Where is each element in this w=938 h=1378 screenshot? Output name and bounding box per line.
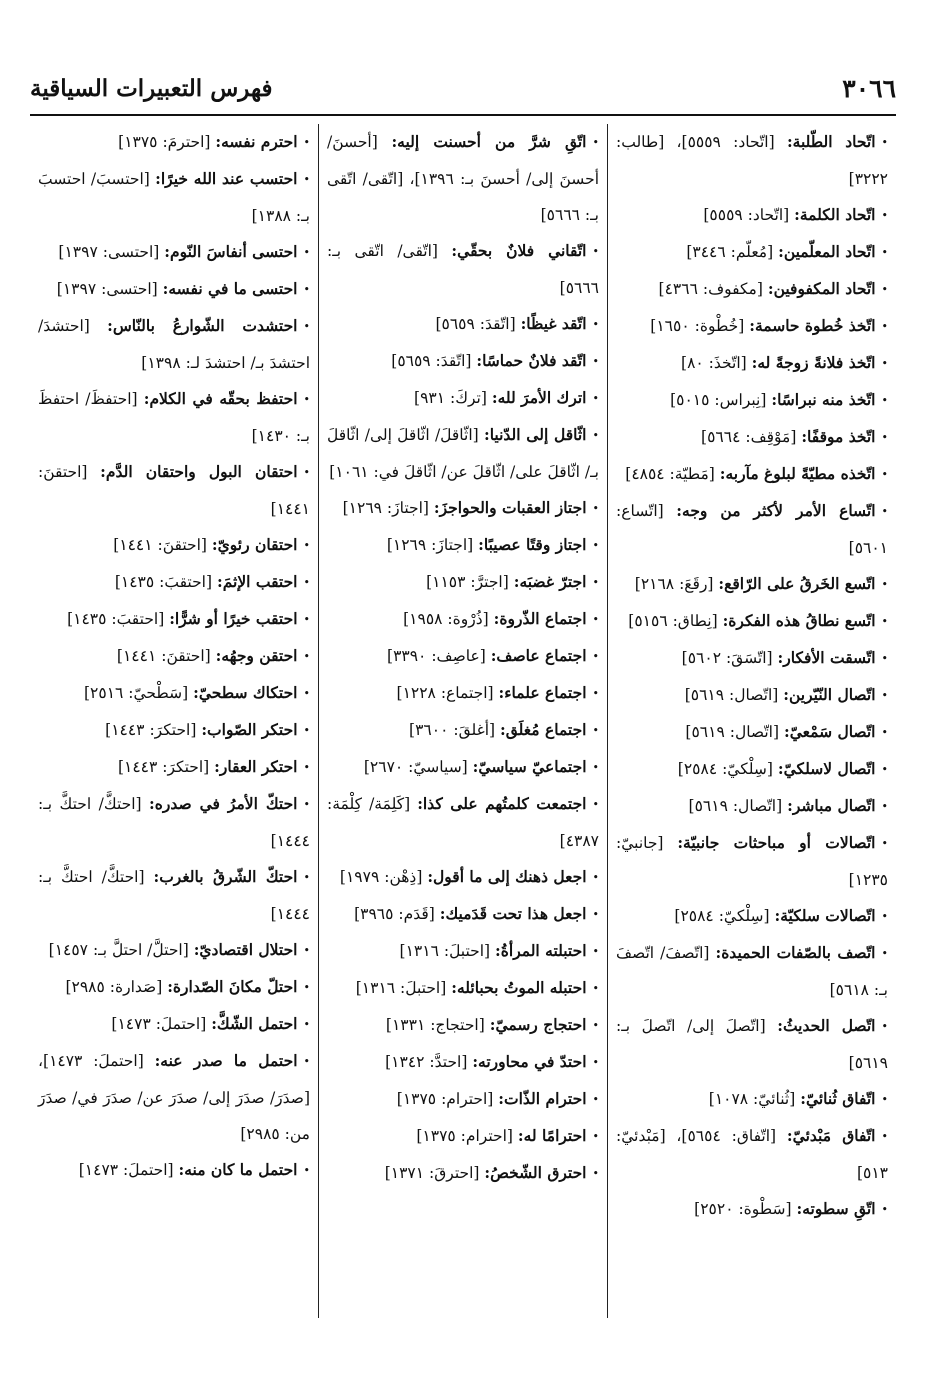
bullet-icon: • <box>592 761 599 774</box>
entry-reference: [احتكرَ: ١٤٤٣] <box>117 758 210 776</box>
entry-reference: [سَطْحيّ: ٢٥١٦] <box>83 684 189 702</box>
index-entry <box>327 233 599 306</box>
entry-reference: [احتكَّ/ احتكَّ بـ: ١٤٤٤] <box>38 868 310 923</box>
bullet-icon: • <box>592 613 599 626</box>
entry-term: اتّقِ سطوته: <box>796 1199 876 1218</box>
entry-reference: [احتقنَ: ١٤٤١] <box>116 647 211 665</box>
index-entry <box>327 675 599 712</box>
entry-reference: [احتفظَ/ احتفظَ بـ: ١٤٣٠] <box>38 390 310 445</box>
entry-reference: [كَلِمَة/ كِلْمَة: ٤٣٨٧] <box>327 795 599 850</box>
entry-term: احتلّ مكانَ الصّدارة: <box>167 977 298 996</box>
bullet-icon: • <box>881 763 888 776</box>
index-entry <box>327 380 599 417</box>
entry-reference: [احتبلَ: ١٣١٦] <box>399 942 491 960</box>
entry-term: اتّقد غيظًا: <box>520 314 587 333</box>
entry-term: احتقب خيرًا أو شرًّا: <box>169 609 298 628</box>
bullet-icon: • <box>592 1056 599 1069</box>
bullet-icon: • <box>592 687 599 700</box>
bullet-icon: • <box>592 1019 599 1032</box>
index-entry <box>616 714 888 751</box>
index-column-middle <box>319 124 608 1318</box>
entry-reference: [احتقبَ: ١٤٣٥] <box>67 610 165 628</box>
entry-reference: [مَطيّة: ٤٨٥٤] <box>625 465 715 483</box>
entry-term: اجتمعت كلمتُهم على كذا: <box>417 794 587 813</box>
index-entry <box>327 1118 599 1155</box>
entry-term: احتكر العقار: <box>214 757 298 776</box>
bullet-icon: • <box>881 394 888 407</box>
entry-reference: [احتقنَ: ١٤٤١] <box>38 463 310 518</box>
entry-term: احترام الذّات: <box>498 1089 587 1108</box>
entry-reference: [اتّحاد: ٥٥٥٩]، [طالب: ٣٢٢٢] <box>616 133 888 188</box>
bullet-icon: • <box>592 539 599 552</box>
entry-reference: [احتقنَ: ١٤٤١] <box>113 536 207 554</box>
entry-term: اتّحاد الكلمة: <box>794 205 876 224</box>
index-entry <box>38 564 310 601</box>
bullet-icon: • <box>592 908 599 921</box>
index-entry <box>327 970 599 1007</box>
index-entry <box>38 271 310 308</box>
entry-term: احتقن وجهُه: <box>215 646 298 665</box>
index-entry <box>38 308 310 381</box>
bullet-icon: • <box>303 687 310 700</box>
bullet-icon: • <box>881 726 888 739</box>
index-entry <box>38 859 310 932</box>
index-entry <box>327 896 599 933</box>
bullet-icon: • <box>881 1020 888 1033</box>
entry-reference: [خُطْوة: ١٦٥٠] <box>650 317 745 335</box>
index-entry <box>327 933 599 970</box>
index-entry <box>616 382 888 419</box>
entry-term: اتّصال مباشر: <box>787 796 876 815</box>
bullet-icon: • <box>303 650 310 663</box>
entry-term: احتبلته المرأةُ: <box>495 941 587 960</box>
entry-reference: [اتّخذَ: ٨٠] <box>681 354 747 372</box>
running-title: فهرس التعبيرات السياقية <box>30 74 273 102</box>
bullet-icon: • <box>303 576 310 589</box>
index-entry <box>38 161 310 234</box>
entry-reference: [احترمَ: ١٣٧٥] <box>118 133 211 151</box>
entry-reference: [احتملَ: ١٤٧٣]، [صدَرَ/ صدَرَ إلى/ صدَرَ عن/ صدَرَ في/ صدَرَ من: ٢٩٨٥] <box>38 1052 310 1143</box>
index-entry <box>38 454 310 527</box>
index-entry <box>616 345 888 382</box>
entry-term: احتكّ الشّرقُ بالغرب: <box>153 867 298 886</box>
bullet-icon: • <box>592 1093 599 1106</box>
bullet-icon: • <box>303 724 310 737</box>
bullet-icon: • <box>881 1130 888 1143</box>
index-entry <box>327 1081 599 1118</box>
index-column-right <box>608 124 896 1318</box>
entry-reference: [احتلَّ/ احتلَّ بـ: ١٤٥٧] <box>48 941 189 959</box>
entry-reference: [قَدَم: ٣٩٦٥] <box>354 905 435 923</box>
index-entry <box>616 935 888 1008</box>
entry-term: احتجاج رسميّ: <box>489 1015 587 1034</box>
bullet-icon: • <box>592 355 599 368</box>
bullet-icon: • <box>592 136 599 149</box>
entry-term: اتّخذ منه نبراسًا: <box>771 390 876 409</box>
entry-term: اجتماعيّ سياسيّ: <box>472 757 587 776</box>
index-entry <box>38 1006 310 1043</box>
index-entry <box>616 419 888 456</box>
entry-reference: [أغلقَ: ٣٦٠٠] <box>409 721 496 739</box>
bullet-icon: • <box>592 245 599 258</box>
entry-term: اتّساع الأمر لأكثر من وجه: <box>676 501 876 520</box>
entry-term: اتّصالات سلكيّة: <box>774 906 876 925</box>
entry-reference: [سِلْكيّ: ٢٥٨٤] <box>677 760 773 778</box>
bullet-icon: • <box>881 652 888 665</box>
entry-reference: [احتملَ: ١٤٧٣] <box>78 1161 174 1179</box>
bullet-icon: • <box>303 1018 310 1031</box>
bullet-icon: • <box>592 798 599 811</box>
entry-reference: [احتدَّ: ١٣٤٢] <box>385 1053 468 1071</box>
index-entry <box>327 1155 599 1192</box>
index-entry <box>616 1118 888 1191</box>
entry-term: اتّقاني فلانٌ بحقّي: <box>451 241 587 260</box>
entry-term: اجعل هذا تحت قَدَميك: <box>439 904 587 923</box>
entry-term: احتسب عند الله خيرًا: <box>155 169 298 188</box>
index-column-left <box>30 124 319 1318</box>
entry-term: اتّخذه مطيّةً لبلوغ مآربه: <box>719 464 876 483</box>
index-entry <box>327 1007 599 1044</box>
index-entry <box>616 308 888 345</box>
entry-reference: [سِلْكيّ: ٢٥٨٤] <box>674 907 770 925</box>
index-entry <box>38 234 310 271</box>
entry-term: احترامًا له: <box>517 1126 587 1145</box>
entry-term: احتمل الشّكَّ: <box>211 1014 298 1033</box>
page-number: ٣٠٦٦ <box>842 73 896 103</box>
index-entry <box>616 1008 888 1081</box>
entry-term: اجتاز وقتًا عصيبًا: <box>478 535 587 554</box>
index-entry <box>38 712 310 749</box>
entry-term: اتّحاد المعلّمين: <box>778 242 876 261</box>
entry-reference: [احتبلَ: ١٣١٦] <box>355 979 447 997</box>
entry-term: اجترّ غضبَه: <box>513 572 587 591</box>
index-entry <box>327 527 599 564</box>
index-entry <box>616 751 888 788</box>
entry-reference: [احتقبَ: ١٤٣٥] <box>114 573 213 591</box>
header-rule <box>30 114 896 116</box>
entry-term: احتشدت الشّوارعُ بالنّاس: <box>107 316 298 335</box>
entry-reference: [نِبراس: ٥٠١٥] <box>670 391 767 409</box>
index-entry <box>616 234 888 271</box>
bullet-icon: • <box>881 1093 888 1106</box>
index-entry <box>616 456 888 493</box>
entry-reference: [احتملَ: ١٤٧٣] <box>111 1015 207 1033</box>
index-entry <box>327 601 599 638</box>
entry-reference: [احتكرَ: ١٤٤٣] <box>105 721 197 739</box>
entry-term: اتّحاد الطّلبة: <box>786 132 876 151</box>
bullet-icon: • <box>881 689 888 702</box>
bullet-icon: • <box>303 798 310 811</box>
entry-term: اتّحاد المكفوفين: <box>767 279 876 298</box>
bullet-icon: • <box>592 982 599 995</box>
entry-term: احتكّ الأمرُ في صدره: <box>149 794 298 813</box>
bullet-icon: • <box>881 209 888 222</box>
entry-reference: [مكفوف: ٤٣٦٦] <box>658 280 763 298</box>
index-entry <box>38 1152 310 1189</box>
entry-reference: [صَدارة: ٢٩٨٥] <box>65 978 163 996</box>
index-entry <box>616 825 888 898</box>
entry-term: اتّسع الخَرقُ على الرّاقع: <box>718 574 876 593</box>
bullet-icon: • <box>303 761 310 774</box>
entry-reference: [اتّصال: ٥٦١٩] <box>685 723 780 741</box>
index-entry <box>38 675 310 712</box>
entry-term: اتّصف بالصّفات الحميدة: <box>715 943 876 962</box>
bullet-icon: • <box>881 615 888 628</box>
index-entry <box>38 124 310 161</box>
entry-reference: [اتّقدَ: ٥٦٥٩] <box>391 352 472 370</box>
bullet-icon: • <box>303 320 310 333</box>
entry-term: اتّفاق مَبْدئيّ: <box>786 1126 876 1145</box>
entry-reference: [اتّقدَ: ٥٦٥٩] <box>435 315 516 333</box>
bullet-icon: • <box>303 539 310 552</box>
bullet-icon: • <box>592 945 599 958</box>
entry-term: اتّخذ موقفًا: <box>801 427 876 446</box>
index-entry <box>616 1081 888 1118</box>
entry-reference: [احتسى: ١٣٩٧] <box>58 243 160 261</box>
index-entry <box>327 786 599 859</box>
entry-term: احتكر الصّواب: <box>201 720 298 739</box>
index-entry <box>327 343 599 380</box>
bullet-icon: • <box>592 871 599 884</box>
index-entry <box>616 640 888 677</box>
entry-reference: [احتسبَ/ احتسبَ بـ: ١٣٨٨] <box>38 170 310 225</box>
bullet-icon: • <box>303 136 310 149</box>
bullet-icon: • <box>592 429 599 442</box>
entry-term: اتّصال سَمْعيّ: <box>783 722 876 741</box>
index-entry <box>616 566 888 603</box>
index-entry <box>38 786 310 859</box>
bullet-icon: • <box>303 1055 310 1068</box>
bullet-icon: • <box>592 1130 599 1143</box>
entry-reference: [اتّصال: ٥٦١٩] <box>684 686 779 704</box>
bullet-icon: • <box>881 246 888 259</box>
bullet-icon: • <box>881 910 888 923</box>
entry-term: اجتماع الذّروة: <box>493 609 587 628</box>
index-entry <box>327 749 599 786</box>
entry-term: احترق الشّخصُ: <box>484 1163 587 1182</box>
entry-term: اجتماع مُغلَق: <box>500 720 587 739</box>
index-entry <box>616 898 888 935</box>
index-entry <box>38 601 310 638</box>
entry-reference: [نِطاق: ٥١٥٦] <box>628 612 718 630</box>
index-entry <box>327 564 599 601</box>
entry-term: احتكاك سطحيّ: <box>193 683 298 702</box>
bullet-icon: • <box>303 466 311 479</box>
entry-reference: [سياسيّ: ٢٦٧٠] <box>363 758 468 776</box>
index-entry <box>38 638 310 675</box>
index-entry <box>38 527 310 564</box>
entry-reference: [احتجاج: ١٣٣١] <box>385 1016 485 1034</box>
entry-term: اثّاقل إلى الدّنيا: <box>483 425 587 444</box>
bullet-icon: • <box>881 947 888 960</box>
entry-term: اتّخذ فلانةً زوجةً له: <box>751 353 876 372</box>
index-entry <box>616 271 888 308</box>
index-entry <box>38 381 310 454</box>
bullet-icon: • <box>303 613 310 626</box>
index-entry <box>327 712 599 749</box>
entry-term: احتمل ما كان منه: <box>178 1160 298 1179</box>
entry-term: اجعل ذهنك إلى ما أقول: <box>427 867 587 886</box>
bullet-icon: • <box>881 136 888 149</box>
index-entry <box>327 306 599 343</box>
entry-reference: [اجتازَ: ١٢٦٩] <box>386 536 474 554</box>
entry-term: اتّقد فلانٌ حماسًا: <box>476 351 587 370</box>
bullet-icon: • <box>303 944 310 957</box>
entry-term: احتقان البول واحتقان الدَّم: <box>100 462 298 481</box>
entry-term: اتّصال لاسلكيّ: <box>777 759 876 778</box>
entry-reference: [أحسنَ/ أحسنَ إلى/ أحسنَ بـ: ١٣٩٦]، [اتّقى/ اتّقى بـ: ٥٦٦٦] <box>327 133 600 224</box>
entry-term: اجتماع عاصف: <box>490 646 587 665</box>
bullet-icon: • <box>881 320 888 333</box>
entry-term: احتقب الإثمَ: <box>216 572 298 591</box>
entry-reference: [مُعلّم: ٣٤٤٦] <box>686 243 774 261</box>
entry-term: احتقان رئويّ: <box>211 535 298 554</box>
index-entry <box>38 749 310 786</box>
index-entry <box>38 932 310 969</box>
entry-term: اجتماع علماء: <box>498 683 587 702</box>
bullet-icon: • <box>592 724 599 737</box>
entry-term: اتّصالات أو مباحثات جانبيّة: <box>677 833 876 852</box>
entry-reference: [اجتازَ: ١٢٦٩] <box>342 499 429 517</box>
index-entry <box>616 197 888 234</box>
bullet-icon: • <box>303 393 310 406</box>
index-entry <box>327 490 599 527</box>
entry-reference: [اتّصال: ٥٦١٩] <box>688 797 783 815</box>
entry-reference: [جانبيّ: ١٢٣٥] <box>616 834 888 889</box>
bullet-icon: • <box>881 357 888 370</box>
entry-term: اترك الأمرَ لله: <box>491 388 587 407</box>
bullet-icon: • <box>881 283 888 296</box>
entry-term: اتّصل الحديثُ: <box>777 1016 876 1035</box>
index-entry <box>616 124 888 197</box>
index-entry <box>327 1044 599 1081</box>
entry-reference: [اتّسَقَ: ٥٦٠٢] <box>681 649 773 667</box>
index-entry <box>327 859 599 896</box>
entry-reference: [ذِهْن: ١٩٧٩] <box>339 868 423 886</box>
entry-reference: [اثّاقلَ/ اثّاقلَ إلى/ اثّاقلَ بـ/ اثّاقلَ على/ اثّاقلَ عن/ اثّاقلَ في: ١٠٦١] <box>327 426 599 481</box>
entry-term: احتسى ما في نفسه: <box>162 279 298 298</box>
entry-reference: [اتّصفَ/ اتّصفَ بـ: ٥٦١٨] <box>616 944 888 999</box>
index-entry <box>616 677 888 714</box>
entry-reference: [احترام: ١٣٧٥] <box>396 1090 494 1108</box>
page-header <box>30 62 896 114</box>
bullet-icon: • <box>303 173 310 186</box>
bullet-icon: • <box>881 1203 888 1216</box>
index-entry <box>616 603 888 640</box>
entry-term: احتدّ في محاورته: <box>472 1052 587 1071</box>
bullet-icon: • <box>881 468 888 481</box>
bullet-icon: • <box>881 578 888 591</box>
bullet-icon: • <box>592 576 599 589</box>
bullet-icon: • <box>881 505 888 518</box>
entry-reference: [اتّقى/ اتّقى بـ: ٥٦٦٦] <box>327 242 599 297</box>
entry-reference: [اتّصلَ إلى/ اتّصلَ بـ: ٥٦١٩] <box>616 1017 888 1072</box>
entry-term: احترم نفسه: <box>215 132 298 151</box>
entry-term: اتّقِ شرَّ من أحسنت إليه: <box>391 132 587 151</box>
entry-term: اتّفاق ثُنائيّ: <box>800 1089 876 1108</box>
bullet-icon: • <box>881 800 888 813</box>
entry-reference: [اتّحاد: ٥٥٥٩] <box>703 206 790 224</box>
index-entry <box>327 124 599 233</box>
index-columns <box>30 124 896 1318</box>
entry-reference: [سَطْوة: ٢٥٢٠] <box>694 1200 792 1218</box>
entry-reference: [احتكَّ/ احتكَّ بـ: ١٤٤٤] <box>38 795 310 850</box>
entry-term: اجتاز العقبات والحواجزَ: <box>433 498 587 517</box>
entry-reference: [ثُنائيّ: ١٠٧٨] <box>708 1090 796 1108</box>
entry-reference: [اجترَّ: ١١٥٣] <box>426 573 509 591</box>
index-entry <box>616 493 888 566</box>
bullet-icon: • <box>881 431 888 444</box>
entry-reference: [ذُرْوة: ١٩٥٨] <box>403 610 489 628</box>
bullet-icon: • <box>592 650 599 663</box>
entry-reference: [اتّساع: ٥٦٠١] <box>616 502 888 557</box>
entry-term: احتسى أنفاسَ النّوم: <box>164 242 298 261</box>
entry-reference: [احتشدَ/ احتشدَ بـ/ احتشدَ لـ: ١٣٩٨] <box>38 317 310 372</box>
entry-reference: [اتّفاق: ٥٦٥٤]، [مَبْدئيّ: ٥١٣] <box>616 1127 888 1182</box>
bullet-icon: • <box>303 871 310 884</box>
entry-term: اتّخذ خُطوة حاسمة: <box>749 316 876 335</box>
entry-term: اتّسع نطاقُ هذه الفكرة: <box>722 611 876 630</box>
entry-reference: [اجتماع: ١٢٢٨] <box>396 684 494 702</box>
entry-term: اتّسقت الأفكار: <box>777 648 876 667</box>
bullet-icon: • <box>303 283 310 296</box>
entry-term: احتبله الموتُ بحبائله: <box>451 978 587 997</box>
bullet-icon: • <box>592 392 599 405</box>
entry-reference: [تركَ: ٩٣١] <box>414 389 487 407</box>
index-entry <box>38 1043 310 1152</box>
entry-reference: [احترام: ١٣٧٥] <box>416 1127 513 1145</box>
bullet-icon: • <box>592 318 599 331</box>
entry-term: احتلال اقتصاديّ: <box>193 940 298 959</box>
index-entry <box>327 638 599 675</box>
bullet-icon: • <box>592 502 599 515</box>
entry-reference: [احترقَ: ١٣٧١] <box>384 1164 480 1182</box>
index-entry <box>616 1191 888 1228</box>
entry-term: اتّصال النّيّرين: <box>783 685 876 704</box>
entry-reference: [احتسى: ١٣٩٧] <box>56 280 158 298</box>
bullet-icon: • <box>881 837 888 850</box>
bullet-icon: • <box>303 1164 310 1177</box>
bullet-icon: • <box>303 981 310 994</box>
bullet-icon: • <box>303 246 310 259</box>
entry-reference: [عاصِف: ٣٣٩٠] <box>387 647 486 665</box>
entry-term: احتفظ بحقّه في الكلام: <box>143 389 298 408</box>
entry-reference: [رقَعَ: ٢١٦٨] <box>634 575 714 593</box>
index-entry <box>38 969 310 1006</box>
index-entry <box>327 417 599 490</box>
index-entry <box>616 788 888 825</box>
bullet-icon: • <box>592 1167 599 1180</box>
entry-term: احتمل ما صدر عنه: <box>154 1051 298 1070</box>
entry-reference: [مَوْقِف: ٥٦٦٤] <box>701 428 797 446</box>
